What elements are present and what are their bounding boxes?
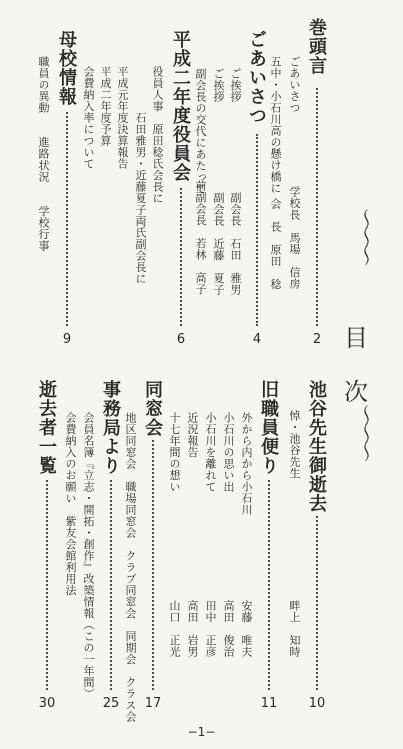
toc-item: ご挨拶 [229,68,242,103]
toc-author: 会 長 原田 稔 [269,198,282,290]
toc-item: 会費納入率について [82,66,95,170]
toc-author: 山口 正光 [168,600,181,658]
leader-dots [66,112,68,326]
leader-dots [268,480,270,690]
page-number: 17 [144,696,162,711]
toc-item: 役員人事 原田稔氏会長に [151,66,164,204]
leader-dots [110,480,112,690]
title-wave-top: 〜〜〜 [352,208,377,262]
toc-item: 近況報告 [186,412,199,458]
toc-author: 高田 俊治 [222,600,235,658]
toc-item: 地区同窓会 職場同窓会 クラブ同窓会 同期会 クラス会 [124,412,137,723]
toc-author: 前副会長 若林 高子 [194,180,207,295]
toc-item: 職員の異動 進路状況 学校行事 [37,56,50,252]
section-heading-dousoukai: 同窓会 [142,380,163,437]
section-heading-goaisatsu: ごあいさつ [246,30,267,125]
leader-dots [256,134,258,326]
page-number: 4 [252,332,262,347]
toc-item: ご挨拶 [212,68,225,103]
page-number: 2 [312,332,322,347]
toc-author: 安藤 唯夫 [240,600,253,658]
toc-item: 石田雅男・近藤夏子両氏副会長に [134,112,147,285]
toc-item: 悼・池谷先生 [288,410,301,479]
page-number: 6 [176,332,186,347]
toc-author: 副会長 石田 雅男 [229,192,242,296]
page-number: 10 [308,696,326,711]
title-char-ji: 次 [344,378,368,406]
page-number: 9 [62,332,72,347]
section-heading-kantogen: 巻頭言 [306,18,327,75]
toc-item: 平成二年度予算 [99,66,112,147]
toc-author: 高田 岩男 [186,600,199,658]
toc-item: 五中・小石川高の懸け橋に [269,56,282,194]
toc-item: 会費納入のお願い 紫友会館利用法 [64,412,77,596]
toc-item: 会員名簿『立志・開拓・創作』改築情報（この一年間） [82,412,95,700]
toc-item: 外から内から小石川 [240,412,253,516]
section-heading-bokou: 母校情報 [56,30,77,106]
toc-item: 十七年間の想い [168,412,181,493]
toc-item: 小石川の思い出 [222,412,235,493]
toc-item: 平成元年度決算報告 [116,66,129,170]
page-number: 25 [102,696,120,711]
leader-dots [180,188,182,326]
section-heading-kyushokuin: 旧職員便り [258,380,279,475]
toc-item: 小石川を離れて [204,412,217,493]
page-number: 11 [260,696,278,711]
leader-dots [316,88,318,326]
title-char-moku: 目 [344,324,368,352]
toc-author: 畔上 知時 [288,600,301,658]
section-heading-yakuinkai: 平成二年度役員会 [170,30,191,182]
title-wave-bottom: 〜〜〜 [352,404,377,458]
page-folio: −1− [187,725,216,739]
section-heading-jimukyoku: 事務局より [100,380,121,475]
toc-author: 学校長 馬場 信房 [288,186,301,290]
section-heading-seikyo: 逝去者一覧 [36,380,57,475]
toc-author: 田中 正彦 [204,600,217,658]
toc-item: ごあいさつ [288,56,301,114]
page-number: 30 [38,696,56,711]
leader-dots [316,516,318,690]
section-heading-ikeya: 池谷先生御逝去 [306,380,327,513]
leader-dots [152,440,154,690]
toc-author: 副会長 近藤 夏子 [212,192,225,296]
toc-item: 副会長の交代にあたって [194,68,207,195]
leader-dots [46,480,48,690]
